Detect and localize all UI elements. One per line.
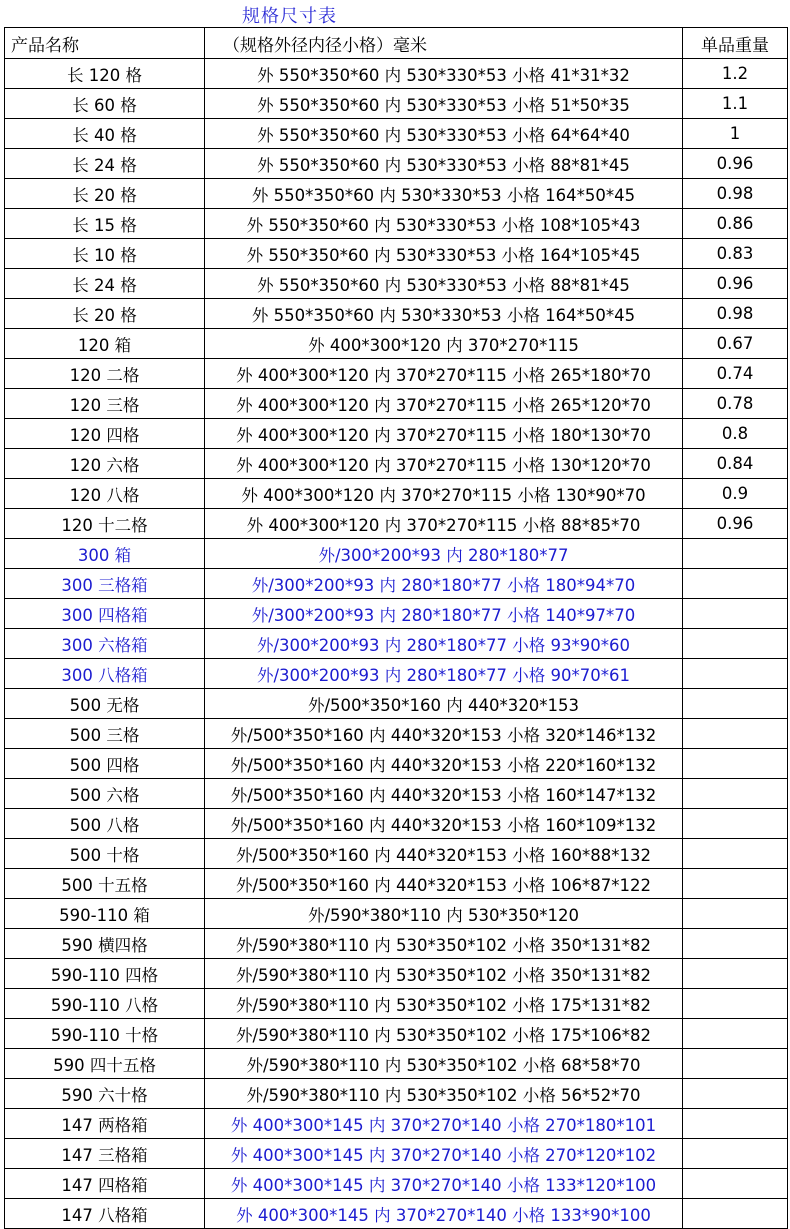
product-name-cell: 147 三格箱 bbox=[5, 1139, 205, 1169]
unit-weight-cell bbox=[683, 539, 788, 569]
spec-cell: 外/590*380*110 内 530*350*102 小格 175*106*82 bbox=[205, 1019, 683, 1049]
spec-cell: 外 400*300*120 内 370*270*115 bbox=[205, 329, 683, 359]
spec-cell: 外 400*300*145 内 370*270*140 小格 133*90*100 bbox=[205, 1199, 683, 1229]
product-name-cell: 长 120 格 bbox=[5, 59, 205, 89]
unit-weight-cell: 0.96 bbox=[683, 509, 788, 539]
product-name-cell: 长 10 格 bbox=[5, 239, 205, 269]
spec-cell: 外 550*350*60 内 530*330*53 小格 41*31*32 bbox=[205, 59, 683, 89]
product-name-cell: 500 四格 bbox=[5, 749, 205, 779]
unit-weight-cell bbox=[683, 599, 788, 629]
table-row bbox=[5, 899, 788, 929]
product-name-cell: 147 四格箱 bbox=[5, 1169, 205, 1199]
header-product-name: 产品名称 bbox=[5, 28, 205, 59]
spec-cell: 外/590*380*110 内 530*350*102 小格 56*52*70 bbox=[205, 1079, 683, 1109]
spec-cell: 外 400*300*120 内 370*270*115 小格 130*120*70 bbox=[205, 449, 683, 479]
unit-weight-cell bbox=[683, 1199, 788, 1229]
table-row bbox=[5, 869, 788, 899]
table-row bbox=[5, 749, 788, 779]
spec-cell: 外 400*300*120 内 370*270*115 小格 130*90*70 bbox=[205, 479, 683, 509]
unit-weight-cell bbox=[683, 1079, 788, 1109]
table-row bbox=[5, 1019, 788, 1049]
table-row bbox=[5, 1139, 788, 1169]
table-row bbox=[5, 989, 788, 1019]
table-row bbox=[5, 479, 788, 509]
product-name-cell: 300 三格箱 bbox=[5, 569, 205, 599]
spec-cell: 外 400*300*145 内 370*270*140 小格 270*180*101 bbox=[205, 1109, 683, 1139]
unit-weight-cell bbox=[683, 719, 788, 749]
product-name-cell: 120 二格 bbox=[5, 359, 205, 389]
table-row bbox=[5, 629, 788, 659]
spec-cell: 外 400*300*120 内 370*270*115 小格 88*85*70 bbox=[205, 509, 683, 539]
unit-weight-cell: 0.83 bbox=[683, 239, 788, 269]
table-row bbox=[5, 209, 788, 239]
spec-cell: 外 550*350*60 内 530*330*53 小格 164*50*45 bbox=[205, 299, 683, 329]
table-row bbox=[5, 809, 788, 839]
product-name-cell: 120 四格 bbox=[5, 419, 205, 449]
product-name-cell: 590 横四格 bbox=[5, 929, 205, 959]
spec-cell: 外/300*200*93 内 280*180*77 bbox=[205, 539, 683, 569]
unit-weight-cell: 0.96 bbox=[683, 269, 788, 299]
product-name-cell: 590 六十格 bbox=[5, 1079, 205, 1109]
spec-cell: 外/500*350*160 内 440*320*153 小格 160*88*132 bbox=[205, 839, 683, 869]
unit-weight-cell: 0.78 bbox=[683, 389, 788, 419]
product-name-cell: 120 八格 bbox=[5, 479, 205, 509]
unit-weight-cell bbox=[683, 659, 788, 689]
product-name-cell: 长 20 格 bbox=[5, 179, 205, 209]
table-row bbox=[5, 149, 788, 179]
unit-weight-cell: 0.67 bbox=[683, 329, 788, 359]
unit-weight-cell: 0.84 bbox=[683, 449, 788, 479]
product-name-cell: 590-110 八格 bbox=[5, 989, 205, 1019]
spec-cell: 外/590*380*110 内 530*350*102 小格 350*131*82 bbox=[205, 929, 683, 959]
spec-cell: 外/500*350*160 内 440*320*153 小格 160*109*132 bbox=[205, 809, 683, 839]
table-row bbox=[5, 599, 788, 629]
spec-cell: 外/590*380*110 内 530*350*102 小格 350*131*82 bbox=[205, 959, 683, 989]
table-row bbox=[5, 509, 788, 539]
table-row bbox=[5, 1079, 788, 1109]
table-row bbox=[5, 689, 788, 719]
table-row bbox=[5, 719, 788, 749]
product-name-cell: 590-110 箱 bbox=[5, 899, 205, 929]
product-name-cell: 500 十五格 bbox=[5, 869, 205, 899]
unit-weight-cell: 0.98 bbox=[683, 299, 788, 329]
table-row bbox=[5, 269, 788, 299]
spec-cell: 外/300*200*93 内 280*180*77 小格 140*97*70 bbox=[205, 599, 683, 629]
spec-cell: 外/300*200*93 内 280*180*77 小格 90*70*61 bbox=[205, 659, 683, 689]
product-name-cell: 590-110 十格 bbox=[5, 1019, 205, 1049]
spec-cell: 外 550*350*60 内 530*330*53 小格 88*81*45 bbox=[205, 269, 683, 299]
table-body bbox=[5, 59, 788, 1229]
spec-cell: 外/590*380*110 内 530*350*120 bbox=[205, 899, 683, 929]
spec-cell: 外/500*350*160 内 440*320*153 小格 106*87*122 bbox=[205, 869, 683, 899]
table-row bbox=[5, 1049, 788, 1079]
table-row bbox=[5, 419, 788, 449]
unit-weight-cell bbox=[683, 839, 788, 869]
table-row bbox=[5, 1169, 788, 1199]
table-row bbox=[5, 1199, 788, 1229]
unit-weight-cell bbox=[683, 959, 788, 989]
product-name-cell: 120 三格 bbox=[5, 389, 205, 419]
unit-weight-cell: 0.9 bbox=[683, 479, 788, 509]
table-header-row bbox=[5, 28, 788, 59]
spec-cell: 外/300*200*93 内 280*180*77 小格 180*94*70 bbox=[205, 569, 683, 599]
table-row bbox=[5, 89, 788, 119]
product-name-cell: 147 八格箱 bbox=[5, 1199, 205, 1229]
table-row bbox=[5, 1109, 788, 1139]
unit-weight-cell: 0.86 bbox=[683, 209, 788, 239]
product-name-cell: 长 40 格 bbox=[5, 119, 205, 149]
spec-cell: 外/500*350*160 内 440*320*153 小格 320*146*132 bbox=[205, 719, 683, 749]
spec-cell: 外 550*350*60 内 530*330*53 小格 164*50*45 bbox=[205, 179, 683, 209]
unit-weight-cell bbox=[683, 1109, 788, 1139]
product-name-cell: 590-110 四格 bbox=[5, 959, 205, 989]
unit-weight-cell: 0.98 bbox=[683, 179, 788, 209]
table-row bbox=[5, 539, 788, 569]
spec-cell: 外 400*300*145 内 370*270*140 小格 270*120*102 bbox=[205, 1139, 683, 1169]
header-unit-weight: 单品重量 bbox=[683, 28, 788, 59]
unit-weight-cell bbox=[683, 569, 788, 599]
product-name-cell: 长 15 格 bbox=[5, 209, 205, 239]
product-name-cell: 500 三格 bbox=[5, 719, 205, 749]
unit-weight-cell: 1.2 bbox=[683, 59, 788, 89]
product-name-cell: 长 60 格 bbox=[5, 89, 205, 119]
unit-weight-cell bbox=[683, 869, 788, 899]
table-row bbox=[5, 239, 788, 269]
table-row bbox=[5, 929, 788, 959]
header-spec: （规格外径内径小格）毫米 bbox=[205, 28, 683, 59]
unit-weight-cell bbox=[683, 1169, 788, 1199]
spec-cell: 外 400*300*120 内 370*270*115 小格 265*120*70 bbox=[205, 389, 683, 419]
unit-weight-cell bbox=[683, 899, 788, 929]
spec-cell: 外 550*350*60 内 530*330*53 小格 164*105*45 bbox=[205, 239, 683, 269]
unit-weight-cell bbox=[683, 1139, 788, 1169]
spec-cell: 外 400*300*120 内 370*270*115 小格 180*130*70 bbox=[205, 419, 683, 449]
product-name-cell: 120 六格 bbox=[5, 449, 205, 479]
table-row bbox=[5, 389, 788, 419]
unit-weight-cell bbox=[683, 689, 788, 719]
spec-cell: 外 550*350*60 内 530*330*53 小格 108*105*43 bbox=[205, 209, 683, 239]
table-row bbox=[5, 959, 788, 989]
product-name-cell: 590 四十五格 bbox=[5, 1049, 205, 1079]
unit-weight-cell: 0.96 bbox=[683, 149, 788, 179]
unit-weight-cell: 0.8 bbox=[683, 419, 788, 449]
unit-weight-cell: 0.74 bbox=[683, 359, 788, 389]
spec-cell: 外 550*350*60 内 530*330*53 小格 51*50*35 bbox=[205, 89, 683, 119]
spec-table bbox=[4, 27, 788, 1229]
table-row bbox=[5, 839, 788, 869]
spec-cell: 外/500*350*160 内 440*320*153 小格 220*160*132 bbox=[205, 749, 683, 779]
spec-cell: 外 400*300*145 内 370*270*140 小格 133*120*100 bbox=[205, 1169, 683, 1199]
product-name-cell: 300 八格箱 bbox=[5, 659, 205, 689]
product-name-cell: 长 24 格 bbox=[5, 149, 205, 179]
table-row bbox=[5, 119, 788, 149]
spec-cell: 外/590*380*110 内 530*350*102 小格 175*131*82 bbox=[205, 989, 683, 1019]
table-row bbox=[5, 299, 788, 329]
unit-weight-cell bbox=[683, 749, 788, 779]
unit-weight-cell bbox=[683, 929, 788, 959]
product-name-cell: 长 20 格 bbox=[5, 299, 205, 329]
unit-weight-cell bbox=[683, 779, 788, 809]
product-name-cell: 300 四格箱 bbox=[5, 599, 205, 629]
table-row bbox=[5, 449, 788, 479]
product-name-cell: 500 十格 bbox=[5, 839, 205, 869]
product-name-cell: 500 八格 bbox=[5, 809, 205, 839]
table-row bbox=[5, 569, 788, 599]
table-row bbox=[5, 659, 788, 689]
table-title: 规格尺寸表 bbox=[242, 6, 337, 27]
unit-weight-cell: 1 bbox=[683, 119, 788, 149]
table-row bbox=[5, 359, 788, 389]
unit-weight-cell bbox=[683, 1049, 788, 1079]
product-name-cell: 120 十二格 bbox=[5, 509, 205, 539]
spec-cell: 外 550*350*60 内 530*330*53 小格 88*81*45 bbox=[205, 149, 683, 179]
product-name-cell: 120 箱 bbox=[5, 329, 205, 359]
table-row bbox=[5, 779, 788, 809]
unit-weight-cell bbox=[683, 809, 788, 839]
spec-cell: 外/300*200*93 内 280*180*77 小格 93*90*60 bbox=[205, 629, 683, 659]
unit-weight-cell: 1.1 bbox=[683, 89, 788, 119]
unit-weight-cell bbox=[683, 1019, 788, 1049]
spec-cell: 外/500*350*160 内 440*320*153 小格 160*147*132 bbox=[205, 779, 683, 809]
spec-cell: 外/500*350*160 内 440*320*153 bbox=[205, 689, 683, 719]
product-name-cell: 500 无格 bbox=[5, 689, 205, 719]
spec-cell: 外 550*350*60 内 530*330*53 小格 64*64*40 bbox=[205, 119, 683, 149]
product-name-cell: 长 24 格 bbox=[5, 269, 205, 299]
spec-cell: 外/590*380*110 内 530*350*102 小格 68*58*70 bbox=[205, 1049, 683, 1079]
product-name-cell: 300 六格箱 bbox=[5, 629, 205, 659]
table-row bbox=[5, 329, 788, 359]
product-name-cell: 300 箱 bbox=[5, 539, 205, 569]
table-row bbox=[5, 179, 788, 209]
spec-cell: 外 400*300*120 内 370*270*115 小格 265*180*70 bbox=[205, 359, 683, 389]
unit-weight-cell bbox=[683, 629, 788, 659]
table-row bbox=[5, 59, 788, 89]
unit-weight-cell bbox=[683, 989, 788, 1019]
product-name-cell: 500 六格 bbox=[5, 779, 205, 809]
product-name-cell: 147 两格箱 bbox=[5, 1109, 205, 1139]
